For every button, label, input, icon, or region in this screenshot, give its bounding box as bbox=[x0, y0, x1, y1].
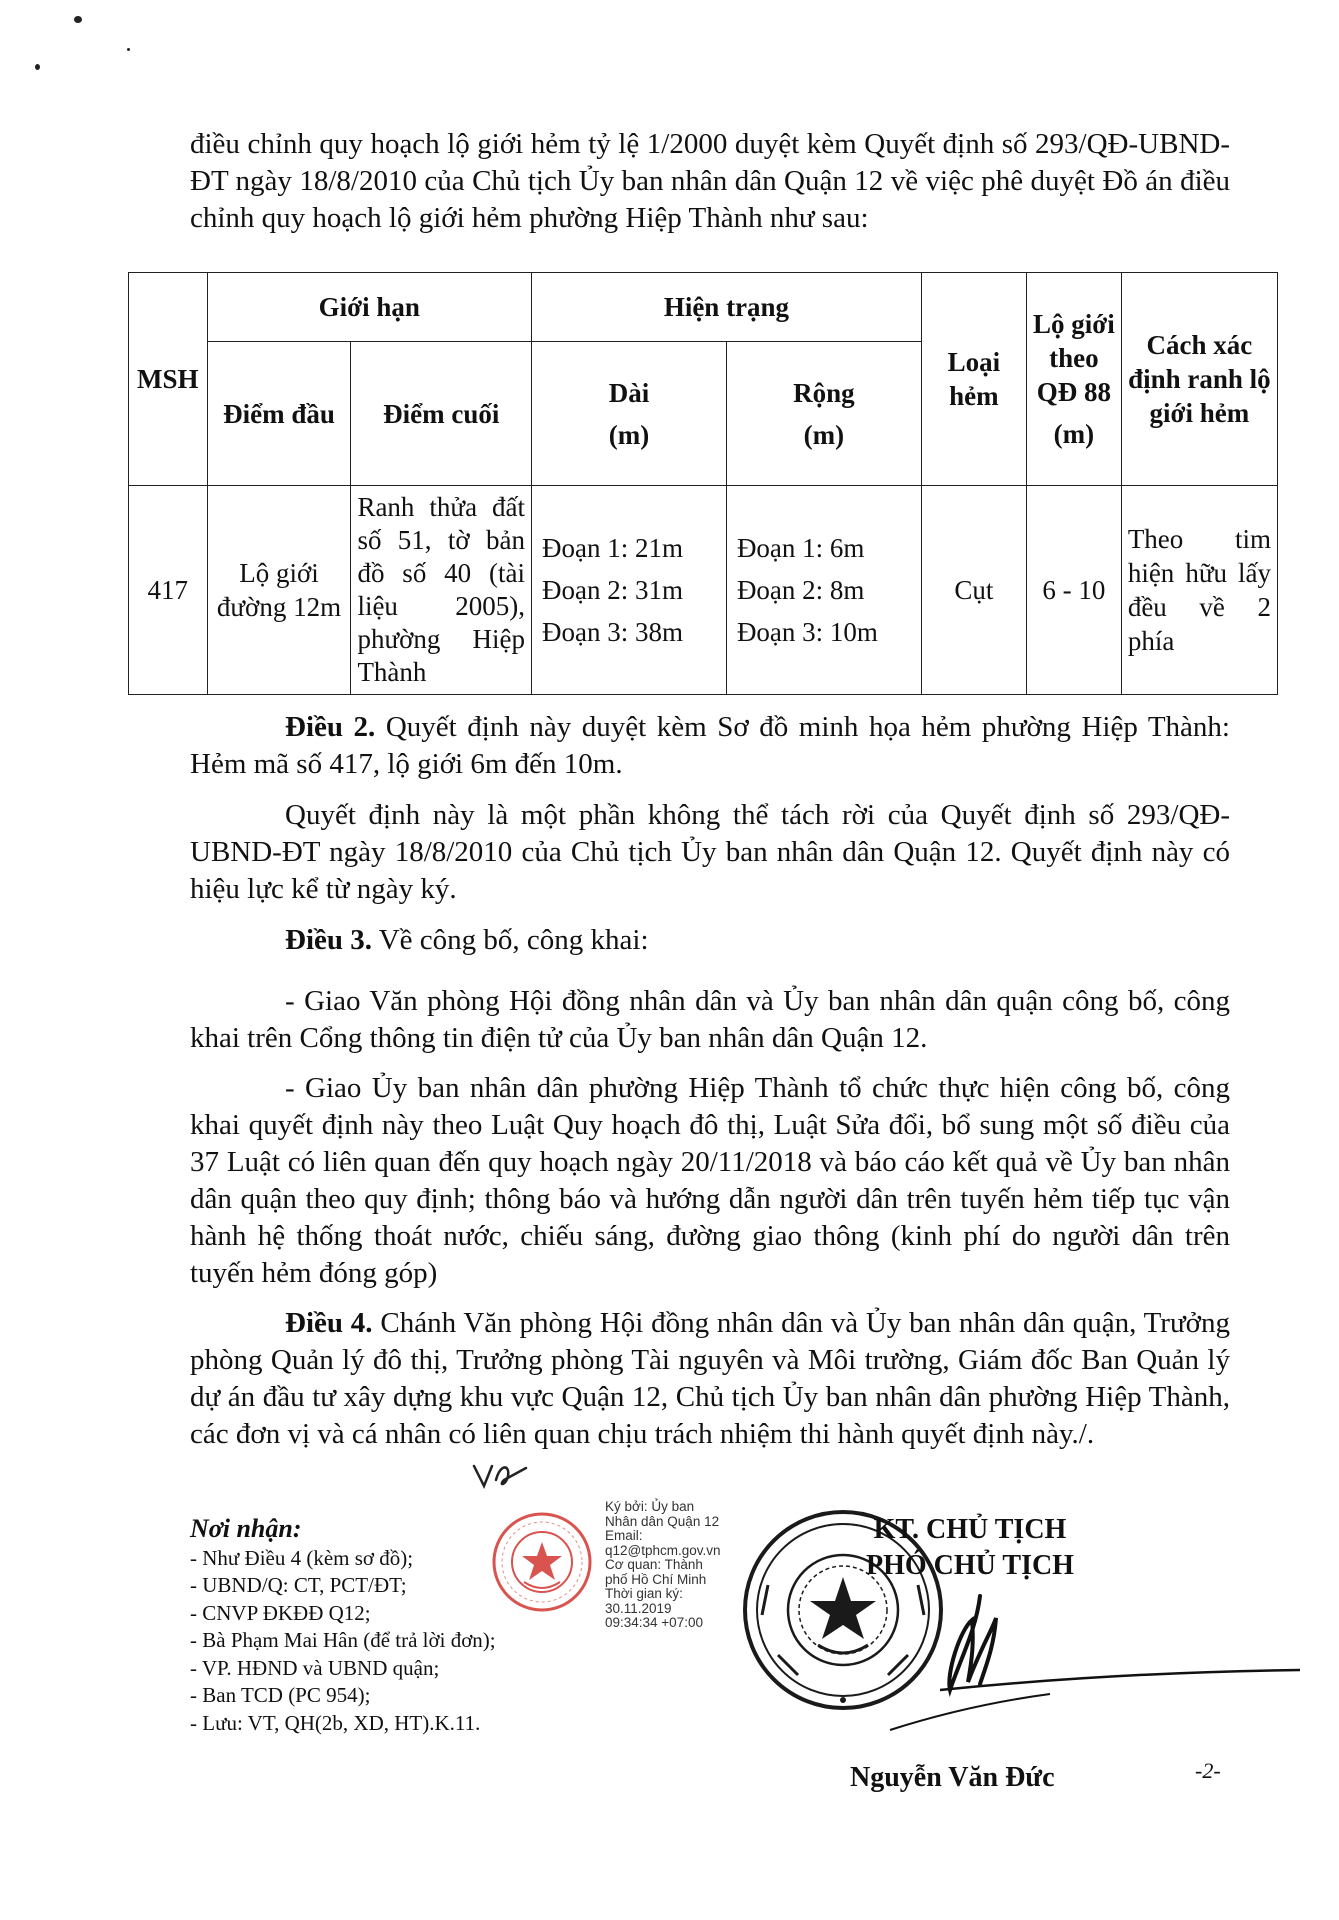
header-dai-unit: (m) bbox=[608, 419, 650, 450]
header-rong bbox=[726, 342, 921, 486]
cell-dai-segment: Đoạn 1: 21m bbox=[542, 533, 684, 563]
signature-line: Email: bbox=[605, 1528, 643, 1543]
signer-title-block bbox=[840, 1512, 1100, 1584]
article-3-item-2: - Giao Ủy ban nhân dân phường Hiệp Thành tổ chức thực hiện công bố, công khai quyết định này theo Luật Quy hoạch đô thị, Luật Sửa đổi, bổ sung một số điều của 37 Luật có liên quan đến quy hoạch ngày 20/11/2018 và báo cáo kết quả về Ủy ban nhân dân quận theo quy định; thông báo và hướng dẫn người dân trên tuyến hẻm tiếp tục vận hành hệ thống thoát nước, chiếu sáng, đường giao thông (kinh phí do người dân trên tuyến hẻm đóng góp) bbox=[190, 1072, 1230, 1289]
header-rong-unit: (m) bbox=[803, 419, 845, 450]
signature-line: 09:34:34 +07:00 bbox=[605, 1615, 703, 1630]
article-4 bbox=[190, 1305, 1230, 1453]
cell-rong-segment: Đoạn 2: 8m bbox=[736, 575, 865, 605]
signer-title-line-2: PHÓ CHỦ TỊCH bbox=[866, 1550, 1074, 1581]
scan-speck bbox=[74, 16, 82, 23]
header-loai-hem: Loại hẻm bbox=[921, 273, 1026, 486]
header-lo-gioi bbox=[1026, 273, 1121, 486]
header-hien-trang: Hiện trạng bbox=[532, 273, 922, 342]
page-number: -2- bbox=[1195, 1758, 1221, 1783]
table-row bbox=[129, 486, 1278, 695]
header-lo-gioi-label: Lộ giới theo QĐ 88 bbox=[1033, 309, 1115, 407]
alley-table bbox=[128, 272, 1278, 695]
handwritten-initials bbox=[470, 1460, 530, 1492]
cell-rong bbox=[726, 486, 921, 695]
scan-speck bbox=[35, 64, 40, 70]
header-dai-label: Dài bbox=[608, 377, 650, 408]
header-dai bbox=[532, 342, 727, 486]
article-4-text: Chánh Văn phòng Hội đồng nhân dân và Ủy ban nhân dân quận, Trưởng phòng Quản lý đô thị, Trưởng phòng Tài nguyên và Môi trường, Giám đốc Ban Quản lý dự án đầu tư xây dựng khu vực Quận 12, Chủ tịch Ủy ban nhân dân phường Hiệp Thành, các đơn vị và cá nhân có liên quan chịu trách nhiệm thi hành quyết định này./. bbox=[190, 1307, 1231, 1450]
list-item: - Lưu: VT, QH(2b, XD, HT).K.11. bbox=[190, 1710, 481, 1735]
article-3-label: Điều 3. bbox=[285, 924, 372, 956]
list-item: - CNVP ĐKĐĐ Q12; bbox=[190, 1600, 371, 1625]
cell-dai bbox=[532, 486, 727, 695]
article-3-text: Về công bố, công khai: bbox=[372, 924, 649, 956]
header-gioi-han: Giới hạn bbox=[207, 273, 531, 342]
list-item: - UBND/Q: CT, PCT/ĐT; bbox=[190, 1573, 407, 1597]
cell-diem-dau: Lộ giới đường 12m bbox=[207, 486, 351, 695]
cell-rong-segment: Đoạn 3: 10m bbox=[736, 617, 878, 647]
header-msh: MSH bbox=[129, 273, 208, 486]
cell-loai-hem: Cụt bbox=[921, 486, 1026, 695]
list-item: - Ban TCD (PC 954); bbox=[190, 1683, 371, 1707]
header-cach-xac-dinh: Cách xác định ranh lộ giới hẻm bbox=[1121, 273, 1277, 486]
handwritten-signature bbox=[880, 1590, 1310, 1740]
article-2-text: Quyết định này duyệt kèm Sơ đồ minh họa hẻm phường Hiệp Thành: Hẻm mã số 417, lộ giới 6m đến 10m. bbox=[190, 711, 1230, 780]
recipients-list bbox=[190, 1515, 496, 1737]
signature-line: Cơ quan: Thành bbox=[605, 1557, 703, 1572]
list-item: - VP. HĐND và UBND quận; bbox=[190, 1655, 440, 1680]
article-2-label: Điều 2. bbox=[285, 711, 376, 743]
article-2-paragraph-2: Quyết định này là một phần không thể tách rời của Quyết định số 293/QĐ-UBND-ĐT ngày 18/8/2010 của Chủ tịch Ủy ban nhân dân Quận 12. Quyết định này có hiệu lực kể từ ngày ký. bbox=[190, 799, 1230, 905]
signature-line: phố Hồ Chí Minh bbox=[605, 1571, 707, 1587]
intro-paragraph: điều chỉnh quy hoạch lộ giới hẻm tỷ lệ 1/2000 duyệt kèm Quyết định số 293/QĐ-UBND-ĐT ngày 18/8/2010 của Chủ tịch Ủy ban nhân dân Quận 12 về việc phê duyệt Đồ án điều chỉnh quy hoạch lộ giới hẻm phường Hiệp Thành như sau: bbox=[190, 128, 1230, 234]
signer-name: Nguyễn Văn Đức bbox=[850, 1762, 1055, 1793]
cell-dai-segment: Đoạn 2: 31m bbox=[542, 575, 684, 605]
cell-lo-gioi: 6 - 10 bbox=[1026, 486, 1121, 695]
signer-title-line-1: KT. CHỦ TỊCH bbox=[873, 1514, 1067, 1545]
article-3-item-1: - Giao Văn phòng Hội đồng nhân dân và Ủy ban nhân dân quận công bố, công khai trên Cổng thông tin điện tử của Ủy ban nhân dân Quận 12. bbox=[190, 985, 1230, 1054]
cell-rong-segment: Đoạn 1: 6m bbox=[736, 533, 865, 563]
signature-line: 30.11.2019 bbox=[605, 1600, 672, 1616]
digital-seal-icon bbox=[490, 1510, 594, 1614]
signature-line: Nhân dân Quận 12 bbox=[605, 1513, 720, 1529]
header-diem-cuoi: Điểm cuối bbox=[351, 342, 532, 486]
recipients-title: Nơi nhận: bbox=[190, 1514, 302, 1543]
header-diem-dau: Điểm đầu bbox=[207, 342, 351, 486]
signature-line: q12@tphcm.gov.vn bbox=[605, 1542, 721, 1558]
list-item: - Bà Phạm Mai Hân (để trả lời đơn); bbox=[190, 1628, 496, 1652]
article-2 bbox=[190, 709, 1230, 783]
cell-msh: 417 bbox=[129, 486, 208, 695]
cell-cach-xac-dinh: Theo tim hiện hữu lấy đều về 2 phía bbox=[1121, 486, 1277, 695]
header-lo-gioi-unit: (m) bbox=[1053, 419, 1095, 449]
header-rong-label: Rộng bbox=[793, 377, 855, 408]
signature-line: Thời gian ký: bbox=[605, 1586, 683, 1601]
cell-diem-cuoi: Ranh thửa đất số 51, tờ bản đồ số 40 (tài liệu 2005), phường Hiệp Thành bbox=[351, 486, 532, 695]
cell-dai-segment: Đoạn 3: 38m bbox=[542, 617, 684, 647]
signature-line: Ký bởi: Ủy ban bbox=[605, 1499, 695, 1514]
article-3 bbox=[190, 922, 1230, 959]
article-4-label: Điều 4. bbox=[285, 1307, 373, 1339]
list-item: - Như Điều 4 (kèm sơ đồ); bbox=[190, 1545, 414, 1570]
scan-speck bbox=[127, 48, 130, 51]
